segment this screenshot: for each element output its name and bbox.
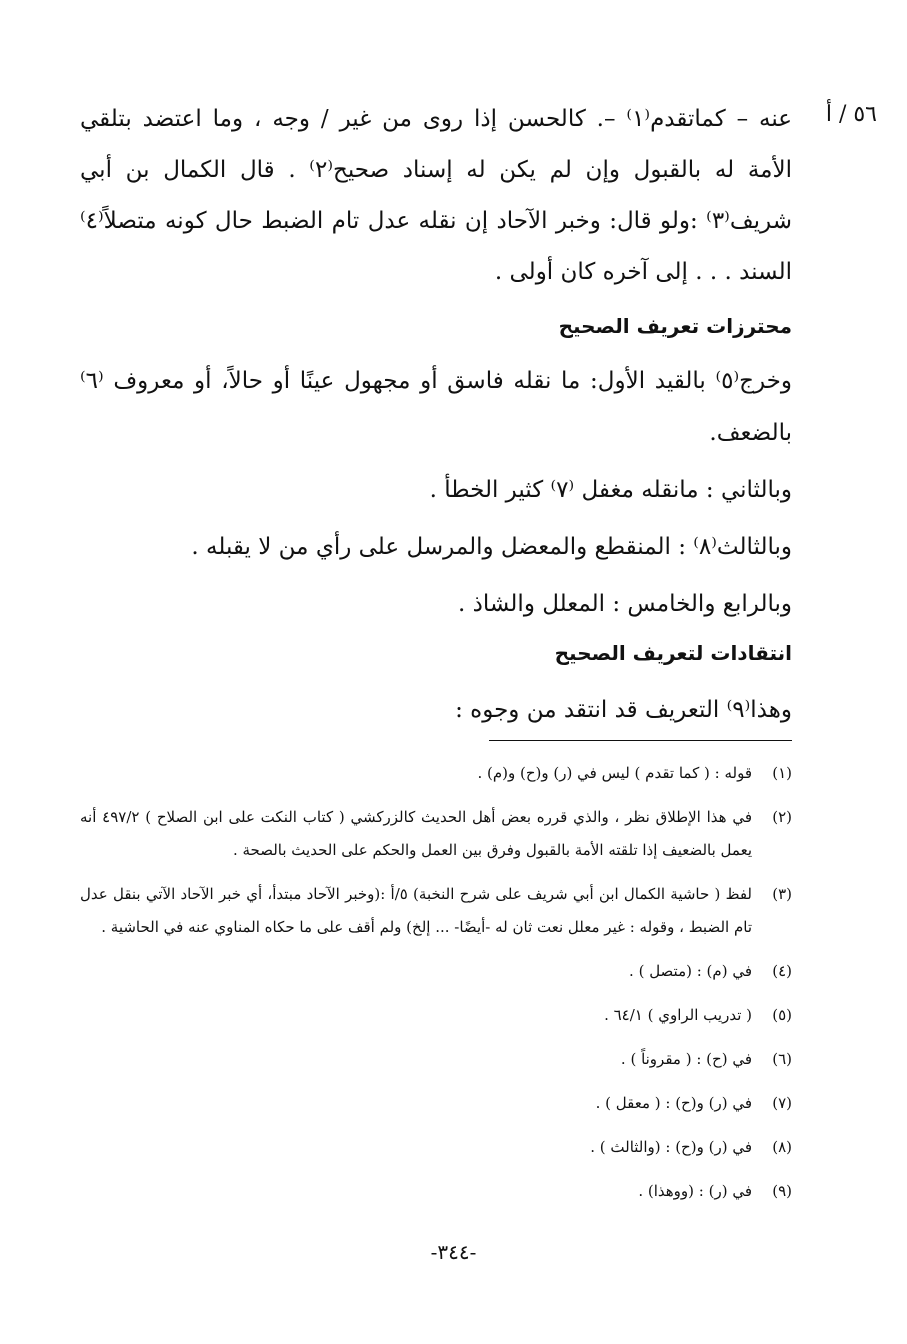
footnote-text: في (ر) و(ح) : ( معقل ) .	[595, 1094, 752, 1112]
paragraph-5: وبالرابع والخامس : المعلل والشاذ .	[458, 591, 792, 617]
footnote	[80, 1043, 792, 1076]
section-heading-2: انتقادات لتعريف الصحيح	[554, 641, 792, 665]
section-heading-1: محترزات تعريف الصحيح	[558, 314, 792, 338]
footnote	[80, 1131, 792, 1164]
footnotes	[80, 757, 792, 1219]
footnote-text: في (ح) : ( مقروناً ) .	[620, 1050, 752, 1068]
paragraph-6: وهذا⁽٩⁾ التعريف قد انتقد من وجوه :	[455, 697, 792, 723]
footnote-text: قوله : ( كما تقدم ) ليس في (ر) و(ح) و(م) .	[477, 764, 752, 782]
footnote-number: (٦)	[772, 1050, 792, 1068]
paragraph-3: وبالثاني : مانقله مغفل ⁽٧⁾ كثير الخطأ .	[429, 477, 792, 503]
footnote	[80, 1087, 792, 1120]
footnote	[80, 801, 792, 867]
footnote-text: لفظ ( حاشية الكمال ابن أبي شريف على شرح النخبة) ٥/أ :(وخبر الآحاد مبتدأ، أي خبر الآحاد الآتي بنقل عدل تام الضبط ، وقوله : غير معلل نعت ثان له -أيضًا- ... إلخ) ولم أقف على ما حكاه المناوي عنه في الحاشية .	[80, 885, 752, 936]
footnote-text: في (ر) و(ح) : (والثالث ) .	[590, 1138, 752, 1156]
footnote-text: في (م) : (متصل ) .	[629, 962, 752, 980]
footnote-number: (٩)	[772, 1182, 792, 1200]
footnote-text: ( تدريب الراوي ) ٦٤/١ .	[604, 1006, 752, 1024]
footnote-number: (٥)	[772, 1006, 792, 1024]
footnote-number: (٢)	[772, 808, 792, 826]
footnote-number: (١)	[772, 764, 792, 782]
footnote-number: (٤)	[772, 962, 792, 980]
footnote	[80, 999, 792, 1032]
footnote-text: في هذا الإطلاق نظر ، والذي قرره بعض أهل الحديث كالزركشي ( كتاب النكت على ابن الصلاح ) ٤٩٧/٢ أنه يعمل بالضعيف إذا تلقته الأمة بالقبول وفرق بين العمل والحكم على الحديث بالصحة .	[80, 808, 752, 859]
footnote	[80, 878, 792, 944]
footnote	[80, 757, 792, 790]
footnote-number: (٨)	[772, 1138, 792, 1156]
footnote	[80, 955, 792, 988]
footnote-number: (٧)	[772, 1094, 792, 1112]
footnote-divider	[489, 740, 792, 741]
footnote-number: (٣)	[772, 885, 792, 903]
page-number: -٣٤٤-	[430, 1240, 477, 1264]
footnote-text: في (ر) : (ووهذا) .	[638, 1182, 752, 1200]
paragraph-1: عنه – كماتقدم⁽١⁾ –. كالحسن إذا روى من غير / وجه ، وما اعتضد بتلقي الأمة له بالقبول وإن لم يكن له إسناد صحيح⁽٢⁾ . قال الكمال بن أبي شريف⁽٣⁾ :ولو قال: وخبر الآحاد إن نقله عدل تام الضبط حال كونه متصلاً⁽٤⁾ السند . . . إلى آخره كان أولى .	[80, 106, 793, 285]
folio-marker: ٥٦ / أ	[825, 102, 877, 127]
paragraph-2: وخرج⁽٥⁾ بالقيد الأول: ما نقله فاسق أو مجهول عينًا أو حالاً، أو معروف ⁽٦⁾ بالضعف.	[80, 368, 792, 446]
paragraph-4: وبالثالث⁽٨⁾ : المنقطع والمعضل والمرسل على رأي من لا يقبله .	[191, 534, 792, 560]
footnote	[80, 1175, 792, 1208]
